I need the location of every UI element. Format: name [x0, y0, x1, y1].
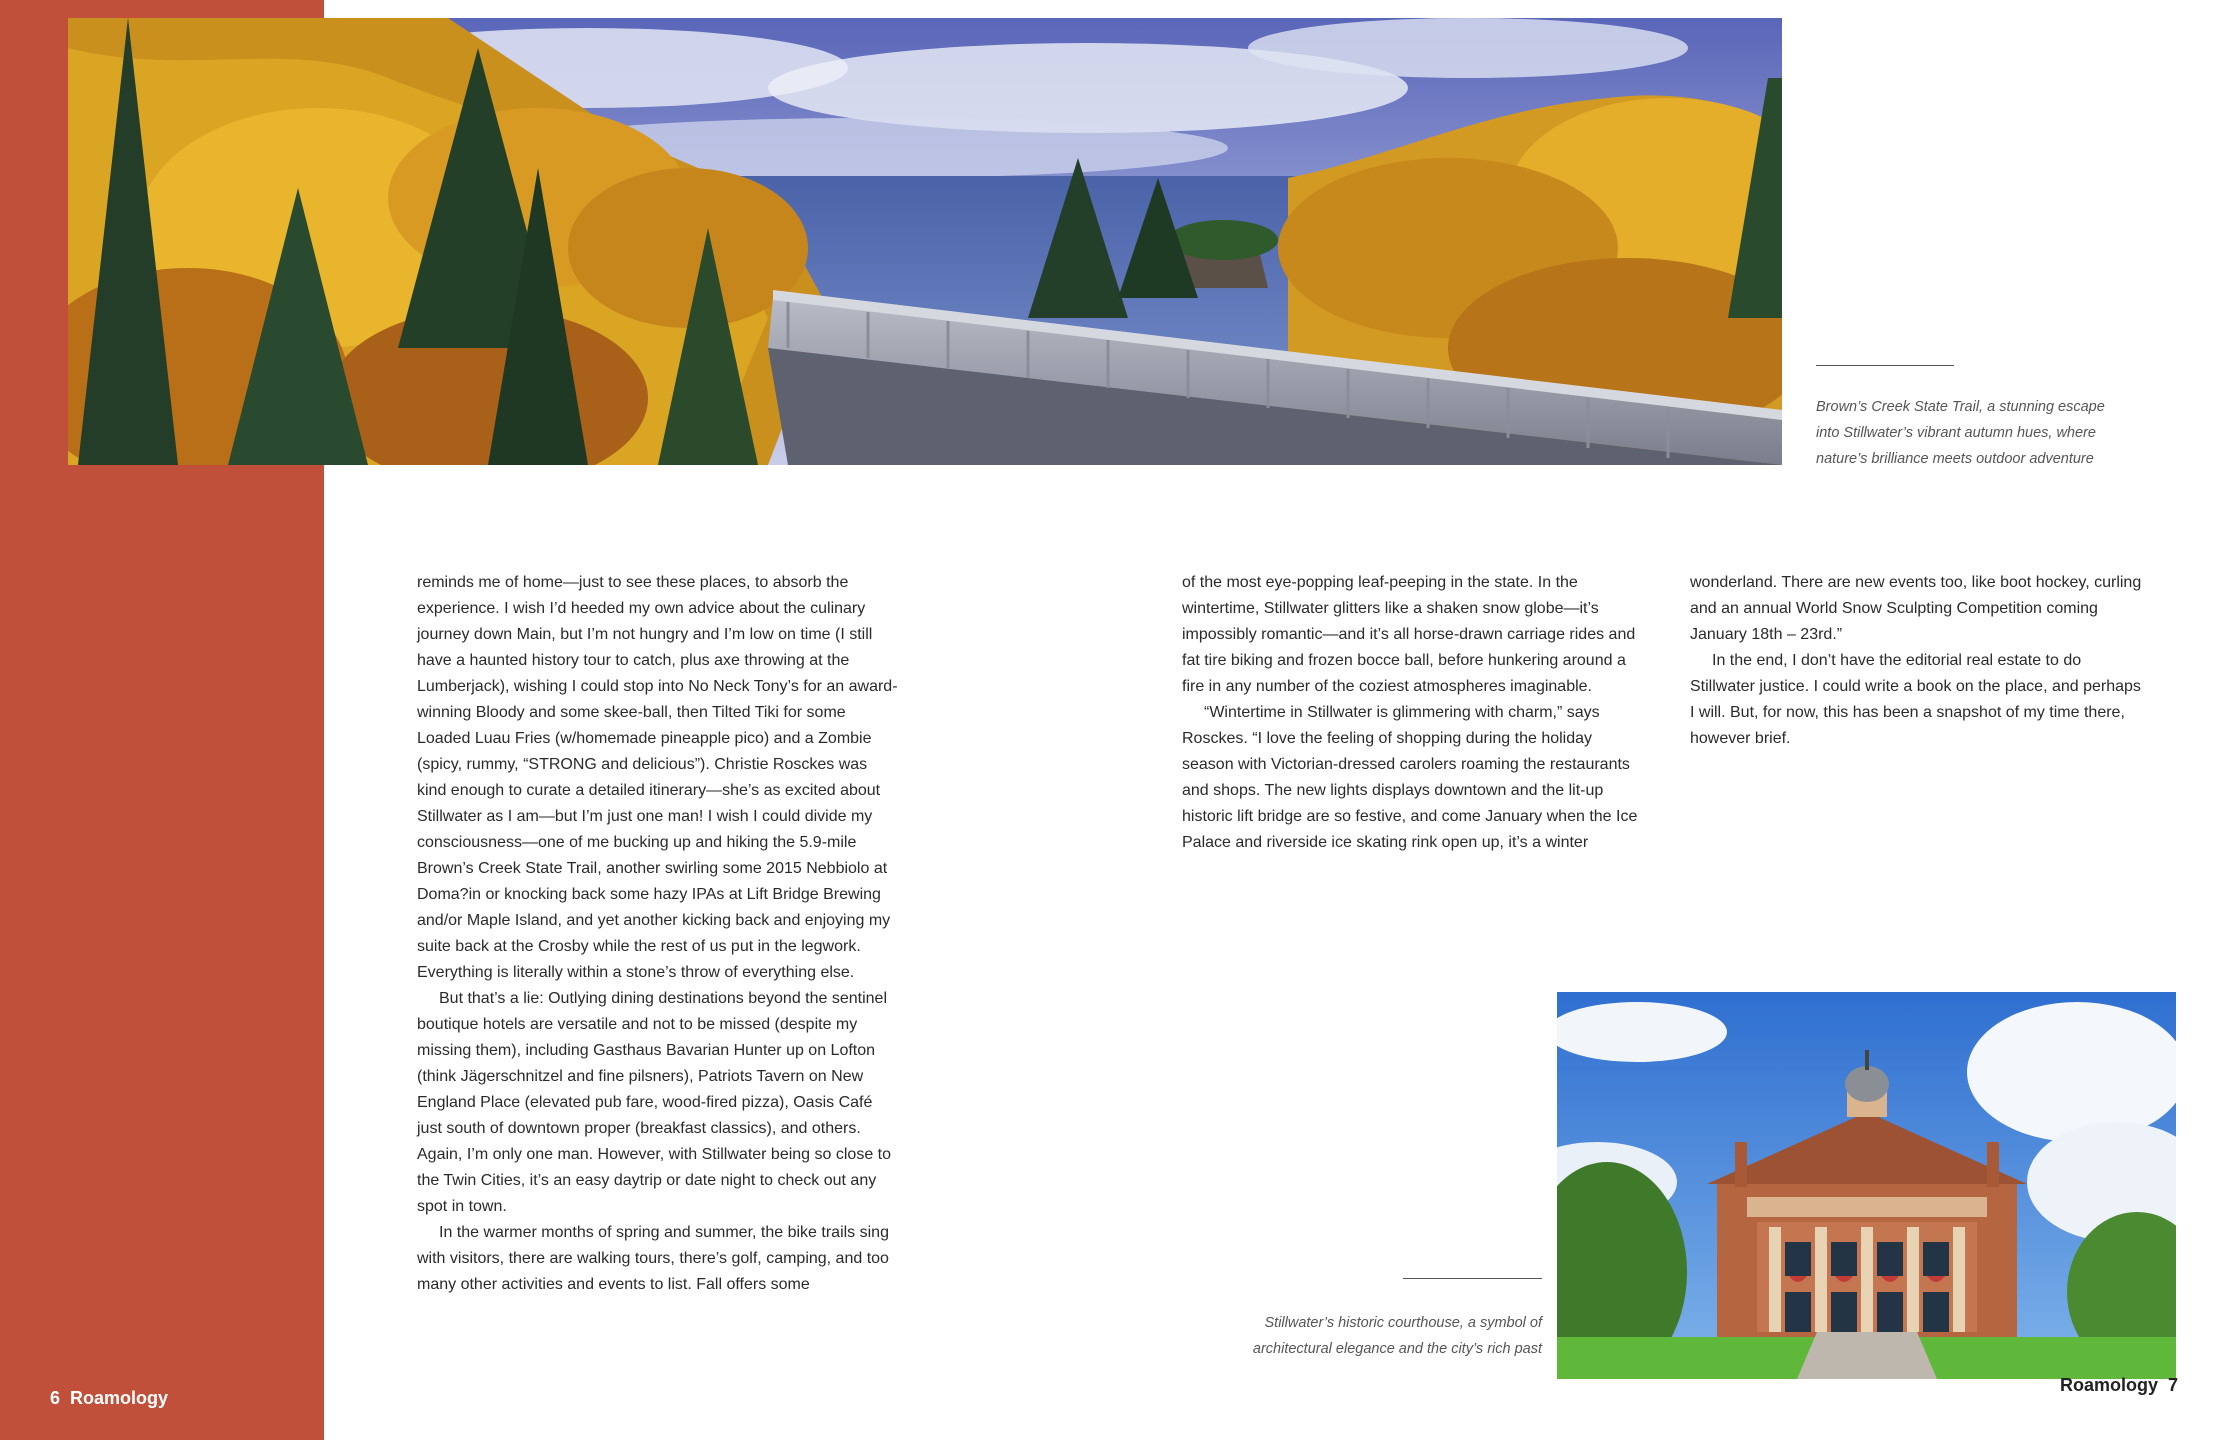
magazine-name: Roamology — [2060, 1375, 2159, 1395]
courthouse-caption: Stillwater’s historic courthouse, a symbol of architectural elegance and the city’s rich past — [1252, 1315, 1542, 1357]
page-number: 6 — [50, 1388, 61, 1408]
article-column-2 — [1182, 570, 1648, 856]
courthouse-photo — [1557, 992, 2176, 1379]
page-footer-left — [50, 1388, 178, 1409]
article-column-1 — [417, 570, 899, 1298]
courthouse-caption-rule — [1403, 1278, 1542, 1279]
page-footer-right — [2060, 1375, 2178, 1396]
hero-caption: Brown’s Creek State Trail, a stunning escape into Stillwater’s vibrant autumn hues, where nature’s brilliance meets outdoor adventure — [1816, 399, 2105, 467]
article-paragraph: But that’s a lie: Outlying dining destinations beyond the sentinel boutique hotels are versatile and not to be missed (despite my missing them), including Gasthaus Bavarian Hunter up on Lofton (think Jägerschnitzel and fine pilsners), Patriots Tavern on New England Place (elevated pub fare, wood-fired pizza), Oasis Café just south of downtown proper (breakfast classics), and others. Again, I’m only one man. However, with Stillwater being so close to the Twin Cities, it’s an easy daytrip or date night to check out any spot in town. — [417, 990, 892, 1215]
article-paragraph: reminds me of home—just to see these places, to absorb the experience. I wish I’d heeded my own advice about the culinary journey down Main, but I’m not hungry and I’m low on time (I still have a haunted history tour to catch, plus axe throwing at the Lumberjack), wishing I could stop into No Neck Tony’s for an award-winning Bloody and some skee-ball, then Tilted Tiki for some Loaded Luau Fries (w/homemade pineapple pico) and a Zombie (spicy, rummy, “STRONG and delicious”). Christie Rosckes was kind enough to curate a detailed itinerary—she’s as excited about Stillwater as I am—but I’m just one man! I wish I could divide my consciousness—one of me bucking up and hiking the 5.9-mile Brown’s Creek State Trail, another swirling some 2015 Nebbiolo at Doma?in or knocking back some hazy IPAs at Lift Bridge Brewing and/or Maple Island, and yet another kicking back and enjoying my suite back at the Crosby while the rest of us put in the legwork. Everything is literally within a stone’s throw of everything else. — [417, 574, 898, 981]
article-paragraph: In the warmer months of spring and summer, the bike trails sing with visitors, there are walking tours, there’s golf, camping, and too many other activities and events to list. Fall offers some — [417, 1224, 889, 1293]
magazine-name: Roamology — [70, 1388, 169, 1408]
article-column-3 — [1690, 570, 2142, 752]
hero-caption-rule — [1816, 365, 1954, 366]
article-paragraph: of the most eye-popping leaf-peeping in the state. In the wintertime, Stillwater glitters like a shaken snow globe—it’s impossibly romantic—and it’s all horse-drawn carriage rides and fat tire biking and frozen bocce ball, before hunkering around a fire in any number of the coziest atmospheres imaginable. — [1182, 574, 1636, 695]
hero-photo-autumn-bridge — [68, 18, 1782, 465]
article-paragraph: wonderland. There are new events too, like boot hockey, curling and an annual World Snow Sculpting Competition coming January 18th – 23rd.” — [1690, 574, 2142, 643]
article-paragraph: In the end, I don’t have the editorial real estate to do Stillwater justice. I could write a book on the place, and perhaps I will. But, for now, this has been a snapshot of my time there, however brief. — [1690, 652, 2141, 747]
page-number: 7 — [2168, 1375, 2179, 1395]
article-paragraph: “Wintertime in Stillwater is glimmering with charm,” says Rosckes. “I love the feeling of shopping during the holiday season with Victorian-dressed carolers roaming the restaurants and shops. The new lights displays downtown and the lit-up historic lift bridge are so festive, and come January when the Ice Palace and riverside ice skating rink open up, it’s a winter — [1182, 704, 1638, 851]
